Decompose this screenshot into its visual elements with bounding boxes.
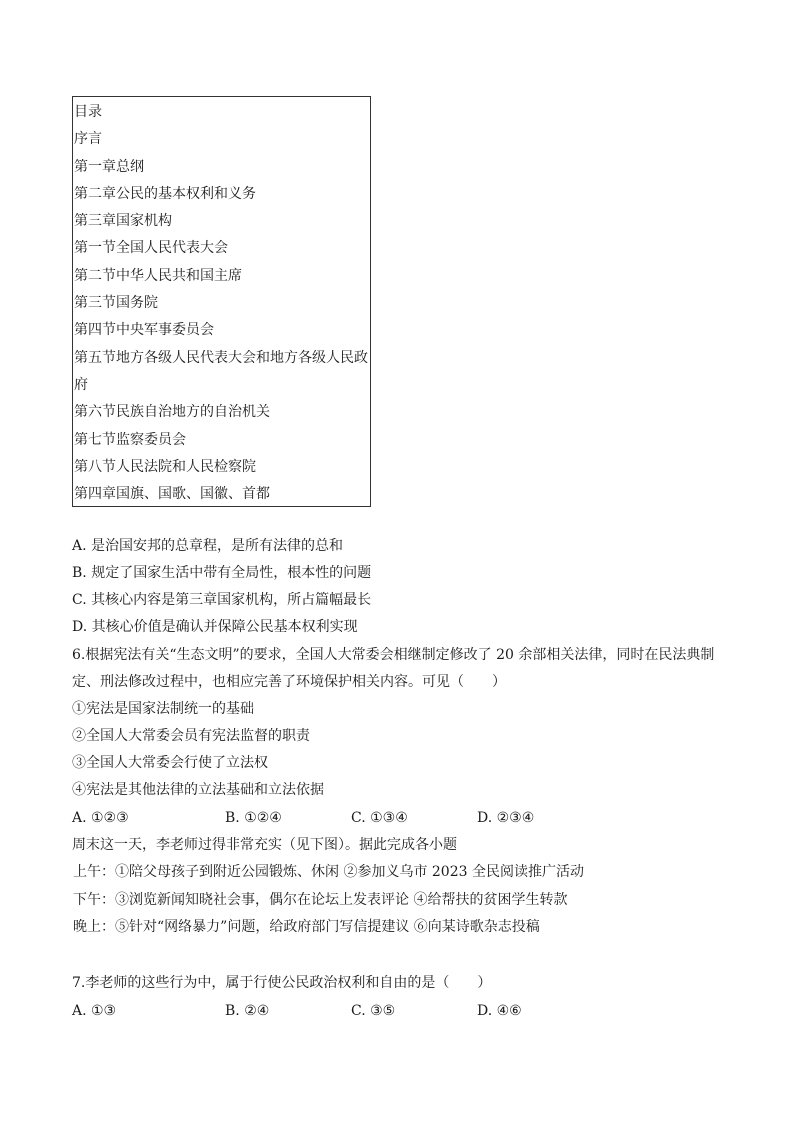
q6-statement-1: ①宪法是国家法制统一的基础 — [72, 701, 254, 717]
toc-line: 第六节民族自治地方的自治机关 — [74, 404, 270, 421]
toc-line: 第一节全国人民代表大会 — [74, 240, 228, 257]
scenario-morning: 上午：①陪父母孩子到附近公园锻炼、休闲 ②参加义乌市 2023 全民阅读推广活动 — [73, 864, 584, 880]
q5-option-c: C. 其核心内容是第三章国家机构，所占篇幅最长 — [72, 592, 372, 608]
toc-line: 第二节中华人民共和国主席 — [74, 267, 242, 284]
q6-choice-d: D. ②③④ — [477, 810, 535, 826]
q7-choice-a: A. ①③ — [72, 1003, 117, 1019]
q5-option-d: D. 其核心价值是确认并保障公民基本权利实现 — [72, 619, 358, 635]
q6-stem-line2: 定、刑法修改过程中，也相应完善了环境保护相关内容。可见（ ） — [72, 674, 506, 690]
toc-line: 第二章公民的基本权利和义务 — [74, 185, 256, 202]
toc-line: 序言 — [74, 131, 102, 148]
scenario-afternoon: 下午：③浏览新闻知晓社会事，偶尔在论坛上发表评论 ④给帮扶的贫困学生转款 — [73, 892, 568, 908]
q6-stem-line1: 6.根据宪法有关“生态文明”的要求，全国人大常委会相继制定修改了 20 余部相关法律，同时在民法典制 — [72, 647, 715, 663]
scenario-evening: 晚上：⑤针对“网络暴力”问题，给政府部门写信提建议 ⑥向某诗歌杂志投稿 — [73, 919, 540, 935]
constitution-toc-box — [72, 96, 371, 507]
q6-choices — [72, 808, 732, 828]
scenario-intro: 周末这一天，李老师过得非常充实（见下图）。据此完成各小题 — [72, 837, 457, 853]
toc-line: 第四章国旗、国歌、国徽、首都 — [74, 486, 270, 503]
toc-line: 目录 — [74, 104, 102, 120]
q7-stem: 7.李老师的这些行为中，属于行使公民政治权利和自由的是（ ） — [72, 975, 492, 991]
q7-choice-d: D. ④⑥ — [477, 1003, 522, 1019]
toc-line: 第四节中央军事委员会 — [74, 322, 214, 339]
q6-statement-2: ②全国人大常委会员有宪法监督的职责 — [72, 728, 310, 744]
q6-choice-c: C. ①③④ — [351, 810, 408, 826]
q7-choice-b: B. ②④ — [225, 1003, 270, 1019]
toc-line: 第八节人民法院和人民检察院 — [74, 458, 256, 475]
q6-choice-b: B. ①②④ — [225, 810, 282, 826]
q6-statement-4: ④宪法是其他法律的立法基础和立法依据 — [72, 782, 324, 798]
toc-line: 府 — [74, 376, 88, 393]
q6-statement-3: ③全国人大常委会行使了立法权 — [72, 755, 268, 771]
toc-line: 第三节国务院 — [74, 295, 158, 312]
toc-line: 第一章总纲 — [74, 158, 144, 175]
q5-option-a: A. 是治国安邦的总章程，是所有法律的总和 — [72, 538, 344, 554]
q7-choice-c: C. ③⑤ — [351, 1003, 396, 1019]
toc-line: 第三章国家机构 — [74, 213, 172, 230]
q6-choice-a: A. ①②③ — [72, 810, 129, 826]
q5-option-b: B. 规定了国家生活中带有全局性，根本性的问题 — [72, 565, 372, 581]
q7-choices — [72, 1001, 732, 1021]
toc-line: 第五节地方各级人民代表大会和地方各级人民政 — [74, 349, 368, 366]
toc-line: 第七节监察委员会 — [74, 431, 186, 448]
